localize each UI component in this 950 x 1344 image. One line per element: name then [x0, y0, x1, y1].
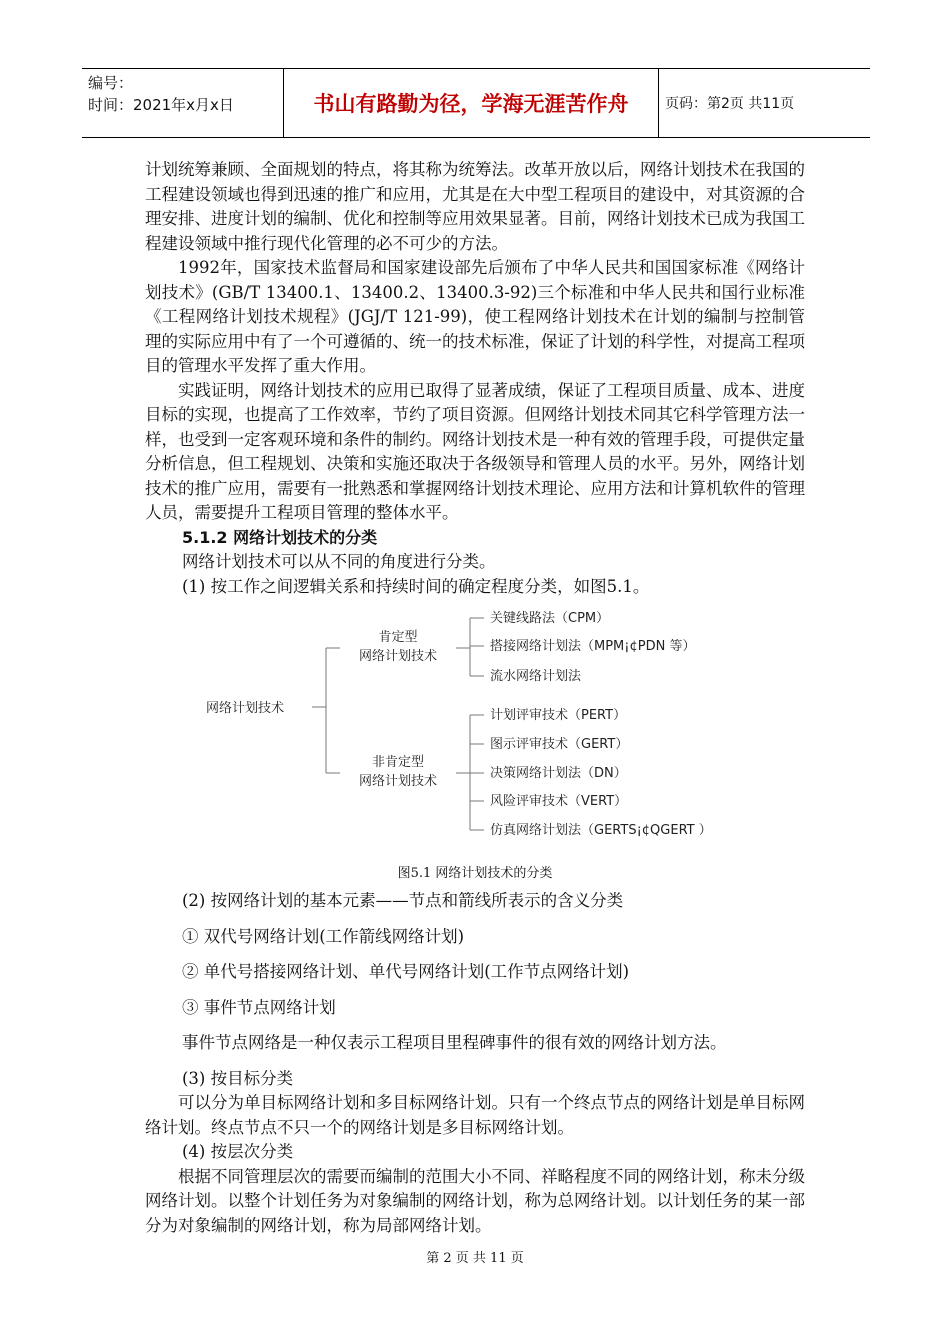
list-item: (4) 按层次分类	[182, 1142, 294, 1161]
paragraph: 网络计划技术可以从不同的角度进行分类。	[182, 552, 496, 571]
diagram-root-label: 网络计划技术	[206, 701, 285, 716]
header-page-label: 页码：第2页 共11页	[665, 96, 795, 112]
figure-caption: 图5.1 网络计划技术的分类	[397, 866, 553, 881]
diagram-leaf-label: 流水网络计划法	[490, 669, 582, 684]
list-item: ① 双代号网络计划(工作箭线网络计划)	[182, 926, 465, 946]
document-date-label: 时间：2021年x月x日	[88, 96, 234, 114]
page-footer: 第 2 页 共 11 页	[426, 1251, 524, 1266]
section-heading: 5.1.2 网络计划技术的分类	[182, 527, 378, 547]
paragraph: 根据不同管理层次的需要而编制的范围大小不同、祥略程度不同的网络计划，称未分级网络计划。以整个计划任务为对象编制的网络计划，称为总网络计划。以计划任务的某一部分为对象编制的网络计划，称为局部网络计划。	[145, 1166, 805, 1235]
list-item: ② 单代号搭接网络计划、单代号网络计划(工作节点网络计划)	[182, 962, 630, 981]
diagram-leaf-label: 仿真网络计划法（GERTS¡¢QGERT ）	[490, 823, 712, 838]
paragraph: 可以分为单目标网络计划和多目标网络计划。只有一个终点节点的网络计划是单目标网络计划。终点节点不只一个的网络计划是多目标网络计划。	[145, 1093, 805, 1137]
diagram-branch-label: 网络计划技术	[358, 649, 438, 664]
body-text-top	[145, 158, 805, 599]
diagram-leaf-label: 图示评审技术（GERT）	[490, 737, 629, 752]
paragraph: 实践证明，网络计划技术的应用已取得了显著成绩，保证了工程项目质量、成本、进度目标的实现，也提高了工作效率，节约了项目资源。但网络计划技术同其它科学管理方法一样，也受到一定客观环境和条件的制约。网络计划技术是一种有效的管理手段，可提供定量分析信息，但工程规划、决策和实施还取决于各级领导和管理人员的水平。另外，网络计划技术的推广应用，需要有一批熟悉和掌握网络计划技术理论、应用方法和计算机软件的管理人员，需要提升工程项目管理的整体水平。	[145, 380, 805, 522]
list-item: (1) 按工作之间逻辑关系和持续时间的确定程度分类，如图5.1。	[182, 576, 650, 596]
list-item: (2) 按网络计划的基本元素——节点和箭线所表示的含义分类	[182, 891, 624, 910]
paragraph: 事件节点网络是一种仅表示工程项目里程碑事件的很有效的网络计划方法。	[182, 1033, 727, 1052]
paragraph: 1992年，国家技术监督局和国家建设部先后颁布了中华人民共和国国家标准《网络计划技术》(GB/T 13400.1、13400.2、13400.3-92)三个标准和中华人民共和国行业标准《工程网络计划技术规程》(JGJ/T 121-99)，使工程网络计划技术在计划的编制与控制管理的实际应用中有了一个可遵循的、统一的技术标准，保证了计划的科学性，对提高工程项目的管理水平发挥了重大作用。	[145, 258, 805, 375]
diagram-leaf-label: 风险评审技术（VERT）	[490, 794, 628, 809]
diagram-branch-label: 非肯定型	[371, 755, 425, 770]
diagram-branch-label: 网络计划技术	[358, 774, 438, 789]
header-motto: 书山有路勤为径，学海无涯苦作舟	[284, 69, 659, 137]
paragraph: 计划统筹兼顾、全面规划的特点，将其称为统筹法。改革开放以后，网络计划技术在我国的工程建设领域也得到迅速的推广和应用，尤其是在大中型工程项目的建设中，对其资源的合理安排、进度计划的编制、优化和控制等应用效果显著。目前，网络计划技术已成为我国工程建设领域中推行现代化管理的必不可少的方法。	[145, 160, 805, 253]
diagram-leaf-label: 决策网络计划法（DN）	[490, 766, 627, 781]
header-meta	[82, 69, 284, 137]
diagram-leaf-label: 计划评审技术（PERT）	[490, 708, 627, 723]
page-header	[82, 68, 870, 138]
diagram-leaf-label: 搭接网络计划法（MPM¡¢PDN 等）	[490, 639, 696, 654]
document-number-label: 编号：	[88, 74, 134, 92]
list-item: (3) 按目标分类	[182, 1068, 294, 1088]
diagram-leaf-label: 关键线路法（CPM）	[490, 611, 610, 626]
diagram-branch-label: 肯定型	[378, 630, 418, 645]
list-item: ③ 事件节点网络计划	[182, 997, 336, 1017]
body-text-lower	[145, 889, 805, 1238]
